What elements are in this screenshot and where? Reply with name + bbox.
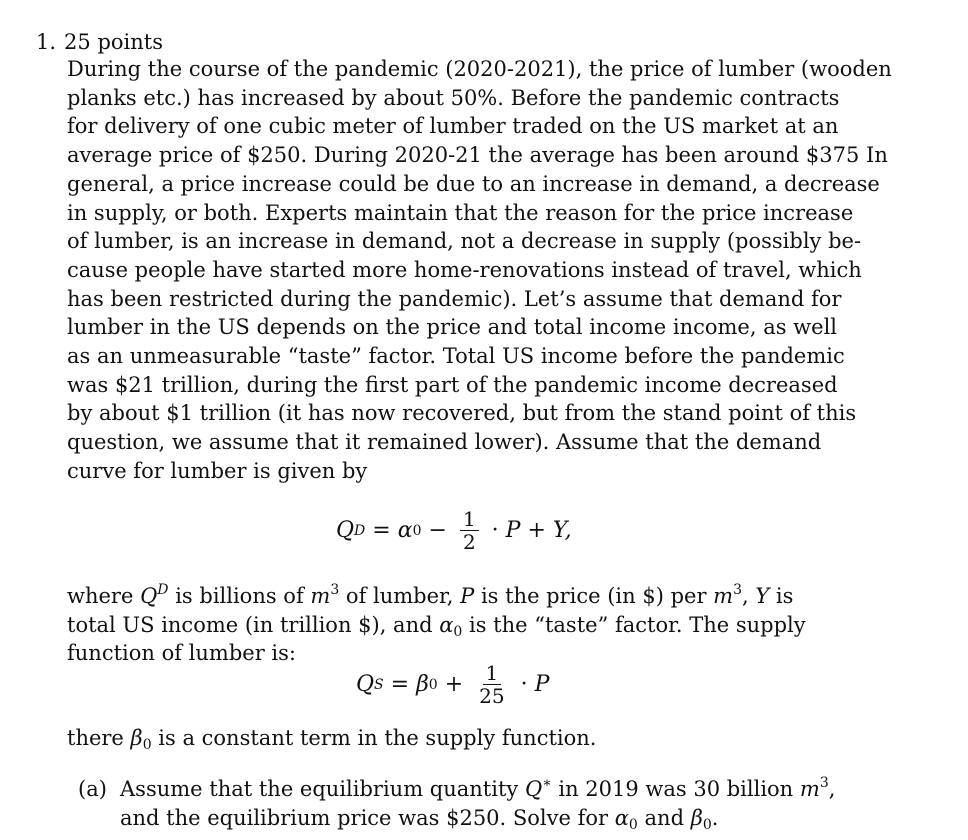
question-header — [36, 28, 163, 56]
part-a-line-1: Assume that the equilibrium quantity Q∗ in 2019 was 30 billion $m^3$, — [120, 775, 836, 801]
intro-line: curve for lumber is given by — [67, 458, 368, 483]
eq-price: P — [534, 672, 550, 697]
supply-equation: Q S = β 0 + $\frac{1}{25}$ · P — [356, 661, 550, 708]
intro-line: question, we assume that it remained lower). Assume that the demand — [67, 430, 822, 455]
intro-line: lumber in the US depends on the price and total income income, as well — [67, 315, 838, 340]
where-paragraph — [67, 582, 806, 668]
eq-alpha: α — [397, 518, 413, 543]
intro-line: average price of $250. During 2020-21 the average has been around $375 In — [67, 143, 888, 168]
intro-line: planks etc.) has increased by about 50%. Before the pandemic contracts — [67, 85, 840, 110]
intro-line: has been restricted during the pandemic). Let’s assume that demand for — [67, 286, 842, 311]
where-line-3: function of lumber is: — [67, 641, 296, 666]
eq-demand-q: Q — [336, 518, 355, 543]
eq-price: P — [505, 518, 521, 543]
intro-paragraph — [67, 55, 892, 486]
intro-line: by about $1 trillion (it has now recovered, but from the stand point of this — [67, 401, 857, 426]
eq-fraction-twentyfifth — [476, 662, 507, 707]
intro-line: in supply, or both. Experts maintain that the reason for the price increase — [67, 200, 854, 225]
frac-denominator: 25 — [479, 684, 505, 708]
there-line: there $\beta_0$ is a constant term in the supply function. — [67, 726, 597, 753]
frac-numerator: 1 — [483, 662, 502, 685]
eq-minus: − — [428, 518, 447, 543]
intro-line: for delivery of one cubic meter of lumber traded on the US market at an — [67, 114, 839, 139]
eq-plus: + — [444, 672, 464, 697]
frac-numerator: 1 — [460, 508, 479, 531]
intro-line: general, a price increase could be due to an increase in demand, a decrease — [67, 171, 880, 196]
eq-supply-sup: S — [374, 676, 384, 693]
where-line-1: where $Q^D$ is billions of $m^3$ of lumber, P is the price (in $) per $m^3$, Y is — [67, 582, 794, 608]
eq-income: Y, — [552, 518, 572, 543]
intro-line: was $21 trillion, during the first part of the pandemic income decreased — [67, 372, 838, 397]
eq-equals: = — [372, 518, 391, 543]
eq-plus: + — [527, 518, 546, 543]
intro-line: as an unmeasurable “taste” factor. Total US income before the pandemic — [67, 344, 845, 369]
there-paragraph — [67, 724, 596, 753]
eq-dot: · — [520, 672, 528, 697]
part-a — [78, 775, 835, 833]
eq-dot: · — [491, 518, 499, 543]
eq-demand-sup: D — [354, 522, 366, 539]
part-a-label: (a) — [78, 777, 107, 801]
frac-denominator: 2 — [462, 530, 476, 554]
part-a-line-2: and the equilibrium price was $250. Solve for $\alpha_0$ and $\beta_0$. — [120, 806, 719, 833]
eq-beta: β — [416, 672, 429, 697]
eq-equals: = — [390, 672, 410, 697]
intro-line: cause people have started more home-renovations instead of travel, which — [67, 257, 862, 282]
eq-supply-q: Q — [356, 672, 375, 697]
question-number: 1. — [36, 30, 57, 54]
eq-fraction-half — [460, 508, 479, 553]
intro-line: of lumber, is an increase in demand, not a decrease in supply (possibly be- — [67, 229, 862, 254]
demand-equation: Q D = α 0 − $\frac{1}{2}$ · P + Y, — [336, 507, 572, 554]
intro-line: During the course of the pandemic (2020-2021), the price of lumber (wooden — [67, 57, 892, 81]
question-points: 25 points — [64, 30, 163, 54]
where-line-2: total US income (in trillion $), and $\alpha_0$ is the “taste” factor. The supply — [67, 612, 806, 640]
